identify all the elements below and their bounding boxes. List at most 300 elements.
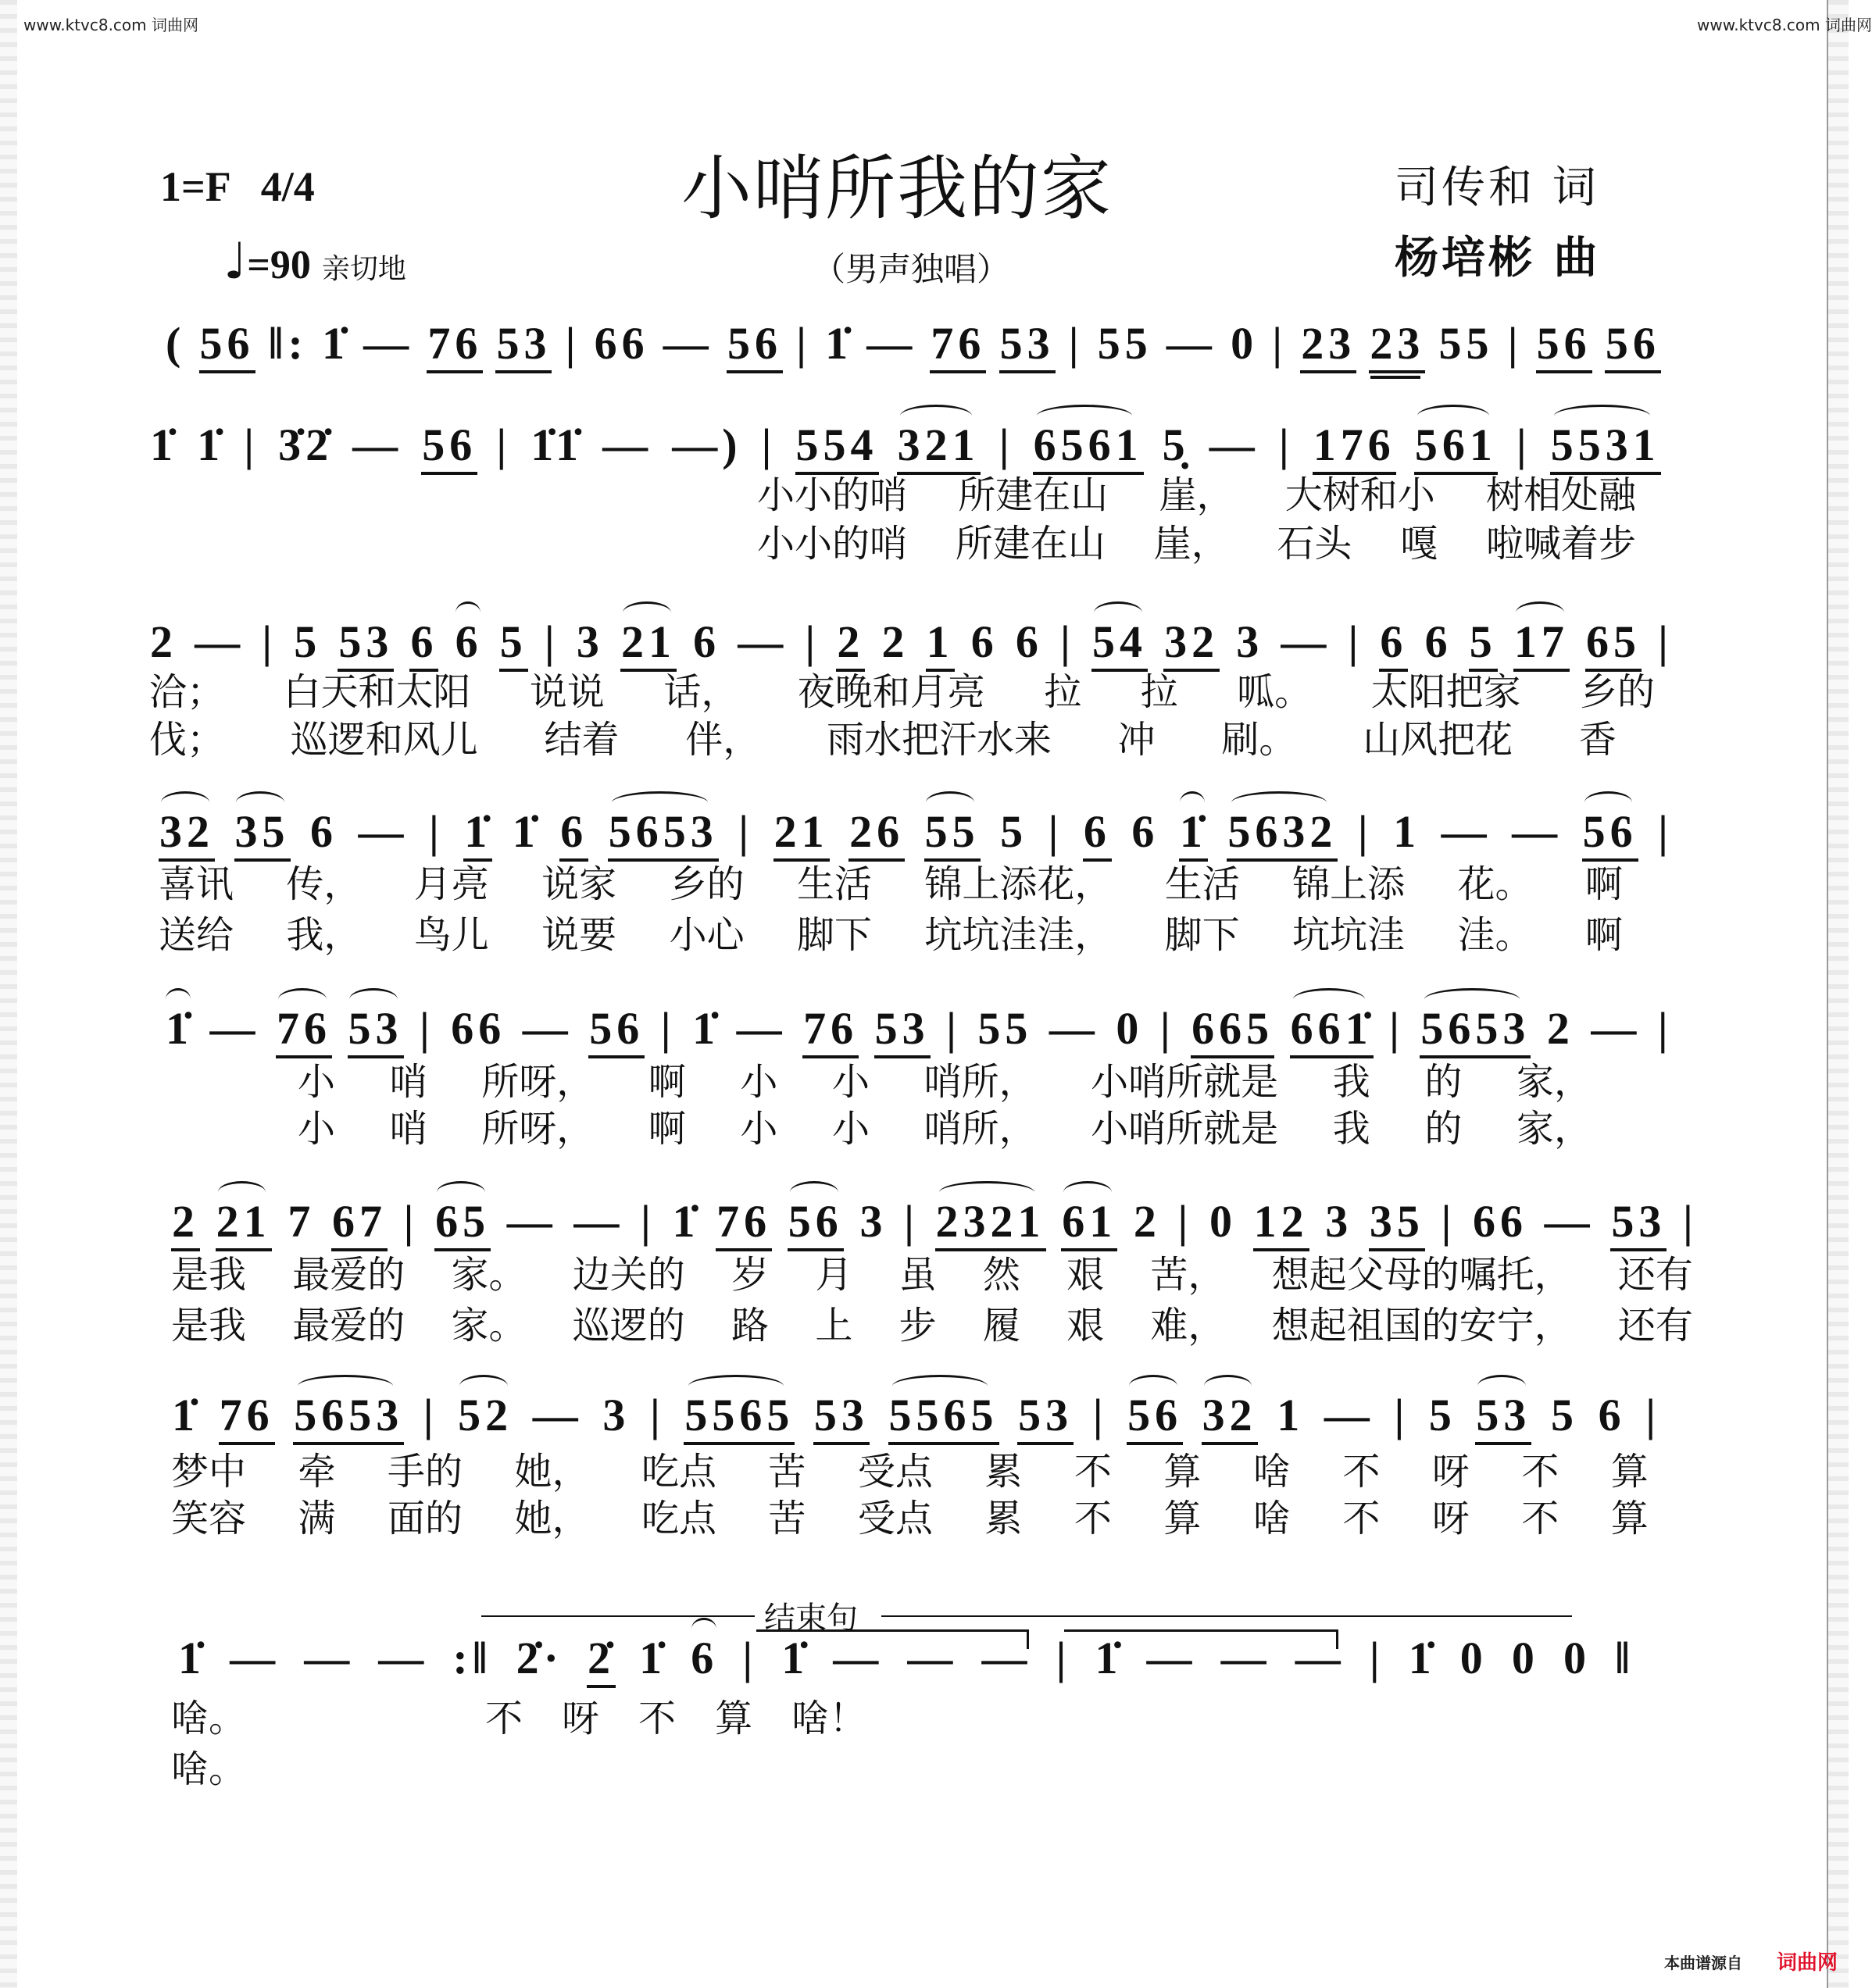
lyric-syllable: 花。 — [1457, 862, 1533, 906]
note-group: 1̇ — [172, 1390, 199, 1440]
bar-line: | — [544, 616, 559, 667]
lyric-syllable: 家。 — [451, 1304, 527, 1347]
lyric-syllable: 喜讯 — [159, 862, 234, 906]
lyric-syllable: 最爱的 — [292, 1304, 405, 1347]
sustain-dash: — — [352, 419, 403, 470]
note-group: 32 — [1163, 619, 1220, 672]
note-group: 2 — [150, 616, 177, 667]
note-group: 1̇ — [1179, 808, 1208, 862]
note-group: 65 — [434, 1198, 491, 1251]
lyric-syllable: 结着 — [544, 718, 620, 762]
note-group: 6 — [310, 806, 338, 857]
lyrics-line-7-verse-2 — [171, 1496, 1649, 1541]
lyric-syllable: 家。 — [451, 1253, 527, 1297]
note-group: 5̣ — [1162, 419, 1190, 470]
lyric-syllable: 不 — [1342, 1497, 1381, 1540]
score-line-7 — [171, 1392, 1661, 1448]
bar-line: | — [1278, 419, 1294, 470]
sustain-dash: — — [1281, 616, 1331, 667]
note-group: 53 — [348, 1005, 404, 1058]
coda-rule-right — [881, 1615, 1572, 1617]
note-group: 5565 — [684, 1392, 795, 1445]
note-group: 53 — [999, 320, 1056, 373]
note-group: 1̇ — [825, 318, 853, 369]
lyric-syllable: 拉 — [1044, 670, 1082, 714]
scan-edge-right — [1827, 0, 1849, 1988]
lyric-syllable: 小 — [831, 1107, 870, 1151]
note-group: 5 — [499, 619, 528, 672]
note-group: 53 — [1475, 1392, 1531, 1445]
lyric-syllable: 路 — [731, 1304, 770, 1347]
lyric-syllable: 然 — [982, 1253, 1020, 1297]
lyric-syllable: 乡的 — [1579, 670, 1655, 714]
lyric-syllable: 啥 — [1252, 1450, 1291, 1494]
lyrics-line-8-verse-2 — [171, 1747, 246, 1792]
lyric-syllable: 哨所， — [923, 1060, 1037, 1104]
song-title: 小哨所我的家 — [681, 148, 1113, 230]
sustain-dash: — — [363, 318, 414, 369]
note-group: 5 — [1428, 1390, 1456, 1440]
note-group: 2 — [1546, 1003, 1574, 1054]
note-group: 2 — [881, 616, 909, 667]
bar-line: | — [738, 806, 754, 857]
note-group: 2̇ — [587, 1635, 616, 1688]
lyricist-credit: 司传和 词 — [1395, 162, 1599, 213]
note-group: 5653 — [1420, 1005, 1531, 1058]
lyric-syllable: 呀 — [1431, 1450, 1470, 1494]
note-group: 6 — [1015, 616, 1043, 667]
lyric-syllable: 面的 — [387, 1497, 463, 1540]
bar-line: | — [1394, 1390, 1409, 1440]
note-group: 1̇ — [692, 1003, 720, 1054]
bar-line: | — [1516, 419, 1531, 470]
lyric-syllable: 受点 — [857, 1450, 933, 1494]
note-group: 3 — [859, 1196, 888, 1247]
lyric-syllable: 艰 — [1066, 1304, 1105, 1347]
note-group: 554 — [795, 422, 879, 475]
note-group: 52 — [458, 1390, 513, 1440]
lyric-syllable: 大树和小 — [1284, 473, 1435, 517]
performance-note: （男声独唱） — [813, 250, 1010, 288]
note-group: 21 — [620, 619, 677, 672]
note-group: 26 — [848, 808, 905, 862]
expression-marking: 亲切地 — [321, 253, 406, 285]
lyric-syllable: 啥。 — [171, 1697, 247, 1740]
lyric-syllable: 想起祖国的安宁， — [1271, 1304, 1572, 1347]
lyric-syllable: 锦上添花， — [924, 862, 1113, 906]
sustain-dash: — — [1591, 1003, 1642, 1054]
lyric-syllable: 家， — [1516, 1060, 1592, 1104]
lyric-syllable: 我， — [286, 913, 362, 957]
score-line-3 — [149, 616, 1674, 675]
lyric-syllable: 还有 — [1617, 1253, 1693, 1297]
site-watermark-right: www.ktvc8.com 词曲网 — [1697, 16, 1872, 34]
sustain-dash: — — [866, 318, 917, 369]
lyric-syllable: 笑容 — [171, 1497, 247, 1540]
note-group: 55 — [924, 808, 981, 862]
lyric-syllable: 我 — [1332, 1107, 1370, 1151]
note-group: 12 — [1253, 1198, 1309, 1251]
lyric-syllable: 生活 — [1164, 862, 1240, 906]
lyric-syllable: 的 — [1424, 1060, 1463, 1104]
note-group: 56 — [727, 320, 783, 373]
sustain-dash: — — [981, 1633, 1032, 1683]
lyric-syllable: 说要 — [541, 913, 617, 957]
note-group: 1̇ — [1095, 1633, 1123, 1683]
lyric-syllable: 小 — [740, 1107, 778, 1151]
lyric-syllable: 香 — [1578, 718, 1617, 762]
bar-line: | — [1068, 318, 1084, 369]
note-group: 55 — [977, 1003, 1033, 1054]
lyric-syllable: 累 — [984, 1497, 1023, 1540]
lyric-syllable: 不 — [1521, 1497, 1559, 1540]
lyric-syllable: 哨所， — [923, 1107, 1037, 1151]
note-group: 76 — [930, 320, 986, 373]
lyric-syllable: 累 — [984, 1450, 1023, 1494]
note-group: 1̇ — [639, 1633, 667, 1683]
lyric-syllable: 家， — [1516, 1107, 1592, 1151]
composer-credit: 杨培彬 曲 — [1395, 232, 1601, 284]
lyric-syllable: 月亮 — [413, 862, 489, 906]
note-group: 6 — [693, 616, 721, 667]
note-group: 665 — [1191, 1005, 1274, 1058]
scan-edge-left — [0, 0, 17, 1988]
lyric-syllable: 虽 — [898, 1253, 937, 1297]
footer-source-label: 本曲谱源自 — [1664, 1954, 1742, 1972]
bar-line: | — [1357, 806, 1373, 857]
note-group: 5 — [1000, 806, 1028, 857]
lyric-syllable: 边关的 — [572, 1253, 685, 1297]
note-group: 53 — [813, 1392, 870, 1445]
lyric-syllable: 生活 — [796, 862, 872, 906]
sustain-dash: — — [1166, 318, 1216, 369]
coda-label: 结束句 — [764, 1601, 858, 1636]
note-group: 56 — [199, 320, 255, 373]
lyric-syllable: 呀 — [562, 1697, 600, 1740]
lyric-syllable: 啥 — [1252, 1497, 1291, 1540]
score-line-5 — [165, 1005, 1674, 1062]
lyric-syllable: 坑坑洼 — [1292, 913, 1406, 957]
note-group: 1̇ — [512, 806, 540, 857]
lyric-syllable: 拉 — [1140, 670, 1178, 714]
lyric-syllable: 锦上添 — [1292, 862, 1406, 906]
bar-line: | — [1658, 806, 1673, 857]
bar-line: | — [262, 616, 277, 667]
lyric-syllable: 是我 — [171, 1253, 247, 1297]
lyric-syllable: 小心 — [669, 913, 745, 957]
note-group: 5 — [294, 616, 322, 667]
bar-line: | — [1645, 1390, 1660, 1440]
note-group: 56 — [1536, 320, 1592, 373]
lyrics-line-7-verse-1 — [171, 1449, 1649, 1494]
note-group: 76 — [716, 1198, 772, 1251]
repeat-sign: :‖ — [452, 1633, 492, 1683]
lyrics-line-2-verse-1 — [757, 473, 1636, 518]
lyric-syllable: 送给 — [159, 913, 234, 957]
lyric-syllable: 算 — [1610, 1497, 1649, 1540]
note-group: 56 — [588, 1005, 645, 1058]
lyric-syllable: 想起父母的嘱托， — [1271, 1253, 1572, 1297]
lyric-syllable: 崖， — [1153, 522, 1229, 566]
note-group: 1 — [1277, 1390, 1305, 1440]
ending-bracket-2 — [1064, 1629, 1338, 1649]
bar-line: | — [946, 1003, 961, 1054]
note-group: 2 — [836, 619, 865, 672]
lyric-syllable: 巡逻的 — [572, 1304, 685, 1347]
lyric-syllable: 岁 — [731, 1253, 770, 1297]
note-group: 1̇ — [197, 419, 225, 470]
note-group: 23 — [1369, 320, 1425, 373]
note-group: 5632 — [1227, 808, 1338, 862]
key-and-time-signature — [160, 162, 315, 211]
bar-line: | — [641, 1196, 656, 1247]
note-group: 66 — [451, 1003, 506, 1054]
note-group: 6 — [455, 616, 483, 667]
note-group: 0 — [1563, 1633, 1591, 1683]
score-line-6 — [171, 1198, 1699, 1255]
lyric-syllable: 不 — [1342, 1450, 1381, 1494]
note-group: 76 — [802, 1005, 859, 1058]
lyric-syllable: 算 — [715, 1697, 753, 1740]
lyric-syllable: 吃点 — [641, 1497, 716, 1540]
note-group: 76 — [276, 1005, 332, 1058]
note-group: 56 — [421, 422, 477, 475]
lyric-syllable: 她， — [514, 1450, 590, 1494]
quarter-note-icon: ♩ — [223, 233, 248, 291]
lyric-syllable: 月 — [815, 1253, 853, 1297]
lyrics-line-6-verse-2 — [171, 1303, 1693, 1348]
note-group: 1̇ — [463, 808, 492, 862]
bar-line: | — [1092, 1390, 1108, 1440]
lyric-syllable: 夜晚和月亮 — [797, 670, 985, 714]
note-group: 5565 — [888, 1392, 999, 1445]
lyric-syllable: 啥！ — [791, 1697, 867, 1740]
lyric-syllable: 啥。 — [171, 1747, 247, 1791]
note-group: 2̇· — [516, 1633, 563, 1683]
note-group: 5 — [1551, 1390, 1578, 1440]
note-group: 2321 — [935, 1198, 1046, 1251]
score-line-1 — [165, 320, 1661, 377]
note-group: 53 — [1017, 1392, 1074, 1445]
note-group: 1 — [926, 619, 955, 672]
note-group: 5653 — [293, 1392, 404, 1445]
note-group: 17 — [1513, 619, 1570, 672]
note-group: 61 — [1061, 1198, 1117, 1251]
sustain-dash: — — [1146, 1633, 1197, 1683]
bar-line: | — [1060, 616, 1075, 667]
lyric-syllable: 话， — [663, 670, 739, 714]
note-group: 3 — [1325, 1196, 1353, 1247]
lyric-syllable: 说家 — [541, 862, 617, 906]
note-group: 55 — [1438, 318, 1494, 369]
lyric-syllable: 洼。 — [1457, 913, 1533, 957]
note-group: 0 — [1459, 1633, 1488, 1683]
lyric-syllable: 难， — [1150, 1304, 1226, 1347]
lyric-syllable: 上 — [815, 1304, 853, 1347]
note-group: 1̇ — [781, 1633, 809, 1683]
lyric-syllable: 履 — [982, 1304, 1020, 1347]
note-group: 6 — [409, 619, 438, 672]
lyric-syllable: 伴， — [685, 718, 761, 762]
note-group: 23 — [1300, 320, 1356, 373]
lyric-syllable: 啊 — [1584, 913, 1623, 957]
lyric-syllable: 算 — [1610, 1450, 1649, 1494]
repeat-sign: ‖ — [1615, 1633, 1634, 1683]
bar-line: | — [805, 616, 820, 667]
sustain-dash: — — [378, 1633, 429, 1683]
bar-line: | — [1369, 1633, 1384, 1683]
bar-line: | — [1389, 1003, 1404, 1054]
lyric-syllable: 不 — [1074, 1450, 1112, 1494]
bar-line: | — [904, 1196, 919, 1247]
score-line-2 — [149, 419, 1661, 478]
note-group: 53 — [874, 1005, 931, 1058]
tempo-marking — [223, 233, 406, 291]
note-group: 6 — [1083, 808, 1112, 862]
sustain-dash: — — [1049, 1003, 1099, 1054]
note-group: 1̇ — [150, 419, 177, 470]
lyric-syllable: 雨水把汗水来 — [826, 718, 1052, 762]
note-group: 0 — [1511, 1633, 1539, 1683]
bar-line: | — [1048, 806, 1063, 857]
tempo-value: =90 — [247, 243, 311, 287]
bar-line: | — [1159, 1003, 1175, 1054]
note-group: 3 — [602, 1390, 631, 1440]
lyric-syllable: 受点 — [857, 1497, 933, 1540]
note-group: 6 — [970, 616, 999, 667]
sustain-dash: — — [230, 1633, 280, 1683]
note-group: 561 — [1414, 422, 1498, 475]
sustain-dash: — — [304, 1633, 355, 1683]
lyric-syllable: 算 — [1163, 1450, 1202, 1494]
lyric-syllable: 刷。 — [1221, 718, 1297, 762]
note-group: 66 — [594, 318, 649, 369]
sustain-dash: — — [195, 616, 245, 667]
bar-line: | — [420, 1003, 434, 1054]
lyric-syllable: 崖， — [1159, 473, 1234, 517]
note-group: 35 — [234, 808, 291, 862]
sustain-dash: — — [1512, 806, 1563, 857]
lyric-syllable: 小 — [831, 1060, 870, 1104]
coda-rule-left — [481, 1615, 755, 1617]
key-signature: 1=F — [160, 163, 231, 210]
lyric-syllable: 啊 — [1584, 862, 1623, 906]
score-line-4 — [159, 808, 1674, 865]
lyric-syllable: 算 — [1163, 1497, 1202, 1540]
note-group: 6 — [1598, 1390, 1626, 1440]
note-group: 53 — [495, 320, 552, 373]
note-group: 21 — [773, 808, 830, 862]
footer-site-name[interactable]: 词曲网 — [1777, 1951, 1838, 1975]
lyric-syllable: 还有 — [1617, 1304, 1693, 1347]
lyric-syllable: 洽； — [149, 670, 225, 714]
lyrics-line-3-verse-2 — [149, 717, 1617, 762]
lyric-syllable: 山风把花 — [1363, 718, 1513, 762]
lyric-syllable: 梦中 — [171, 1450, 247, 1494]
lyric-syllable: 伐； — [149, 718, 225, 762]
lyric-syllable: 是我 — [171, 1304, 247, 1347]
sustain-dash: — — [1220, 1633, 1271, 1683]
note-group: 56 — [1582, 808, 1638, 862]
repeat-sign: ‖: — [268, 318, 308, 369]
bar-line: | — [1507, 318, 1523, 369]
lyric-syllable: 哨 — [389, 1060, 427, 1104]
sustain-dash: — — [1209, 419, 1259, 470]
note-group: 56 — [1605, 320, 1661, 373]
lyric-syllable: 小小的哨 — [757, 522, 908, 566]
bar-line: | — [496, 419, 512, 470]
bar-line: | — [429, 806, 444, 857]
note-group: 56 — [788, 1198, 844, 1251]
sustain-dash: — — [833, 1633, 884, 1683]
lyric-syllable: 苦 — [768, 1450, 806, 1494]
lyrics-line-2-verse-2 — [757, 521, 1636, 566]
note-group: 3 — [1236, 616, 1264, 667]
lyric-syllable: 的 — [1424, 1107, 1463, 1151]
lyrics-line-3-verse-1 — [149, 669, 1655, 715]
lyric-syllable: 呱。 — [1237, 670, 1313, 714]
lyrics-line-5-verse-2 — [298, 1106, 1592, 1151]
bar-line: | — [1658, 616, 1673, 667]
lyric-syllable: 小 — [740, 1060, 778, 1104]
note-group: 6 — [559, 808, 588, 862]
note-group: 76 — [219, 1392, 275, 1445]
lyric-syllable: 说说 — [529, 670, 605, 714]
lyric-syllable: 小哨所就是 — [1091, 1107, 1279, 1151]
lyric-syllable: 鸟儿 — [413, 913, 489, 957]
note-group: 176 — [1313, 422, 1396, 475]
lyrics-line-6-verse-1 — [171, 1252, 1693, 1297]
lyric-syllable: 啊 — [648, 1107, 686, 1151]
lyric-syllable: 最爱的 — [292, 1253, 405, 1297]
note-group: 32 — [159, 808, 215, 862]
note-group: 1̇1̇ — [531, 419, 584, 470]
lyric-syllable: 树相处融 — [1485, 473, 1636, 517]
note-group: 1 — [1393, 806, 1421, 857]
sustain-dash: — — [522, 1003, 573, 1054]
lyric-syllable: 白天和太阳 — [283, 670, 471, 714]
lyrics-line-8-verse-1 — [171, 1696, 866, 1741]
bar-line: | — [1177, 1196, 1193, 1247]
note-group: 56 — [1127, 1392, 1183, 1445]
note-group: 1̇ — [178, 1633, 205, 1683]
lyric-syllable: 艰 — [1066, 1253, 1105, 1297]
lyric-syllable: 不 — [1074, 1497, 1112, 1540]
note-group: 21 — [216, 1198, 272, 1251]
lyric-syllable: 乡的 — [669, 862, 745, 906]
note-group: 6 — [1379, 619, 1408, 672]
note-group: 661̇ — [1290, 1005, 1374, 1058]
lyric-syllable: 吃点 — [641, 1450, 716, 1494]
note-group: 32 — [1202, 1392, 1258, 1445]
note-group: 5 — [1469, 619, 1498, 672]
time-signature: 4/4 — [260, 163, 315, 210]
bar-line: | — [1682, 1196, 1698, 1247]
bar-line: | — [1348, 616, 1363, 667]
note-group: 3̇2̇ — [278, 419, 334, 470]
sustain-dash: — — [602, 419, 653, 470]
note-group: 3 — [576, 616, 604, 667]
sustain-dash: — — [358, 806, 409, 857]
sustain-dash: — — [1295, 1633, 1345, 1683]
lyric-syllable: 牵 — [298, 1450, 336, 1494]
lyric-syllable: 所呀， — [481, 1060, 595, 1104]
note-group: 0 — [1116, 1003, 1144, 1054]
bar-line: | — [565, 318, 581, 369]
lyrics-line-4-verse-2 — [159, 912, 1623, 958]
lyric-syllable: 手的 — [387, 1450, 463, 1494]
lyric-syllable: 啦喊着步 — [1485, 522, 1636, 566]
